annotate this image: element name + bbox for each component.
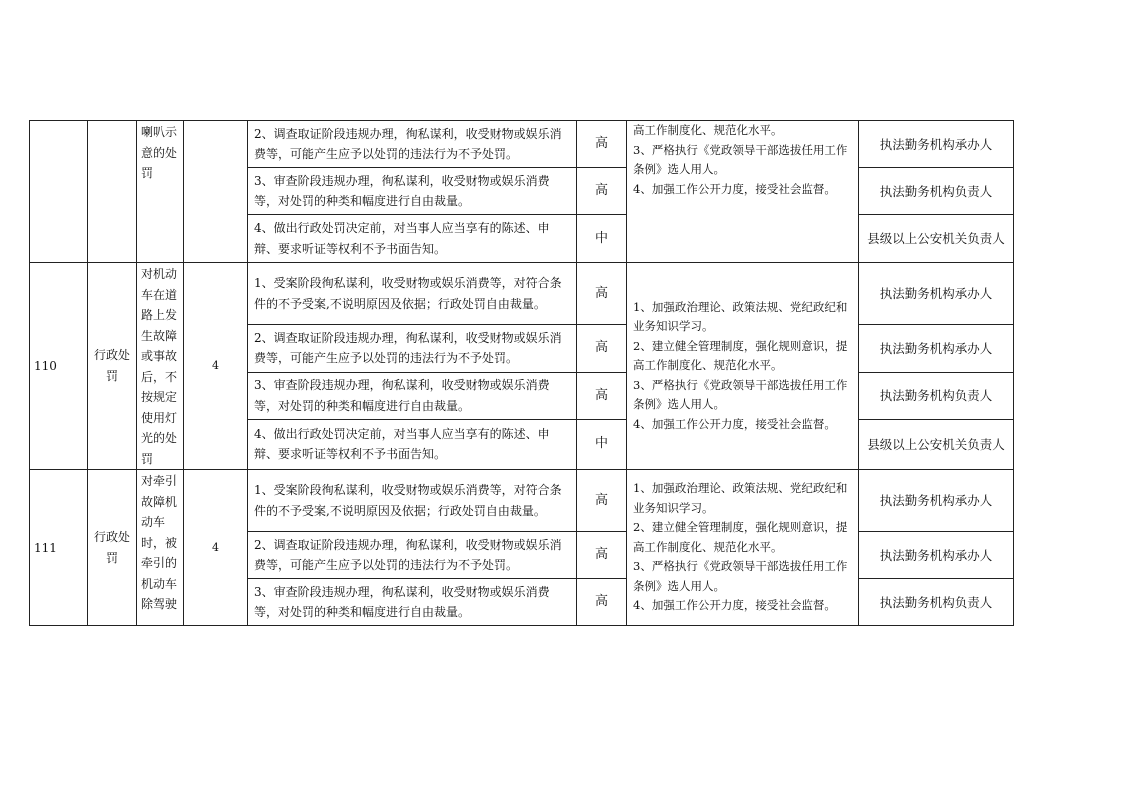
- prevention-measures-cell: [627, 121, 859, 263]
- prevention-measures-text: 1、加强政治理论、政策法规、党纪政纪和业务知识学习。 2、建立健全管理制度，强化规则意识，提高工作制度化、规范化水平。 3、严格执行《党政领导干部选拔任用工作条例》选人用人。 4、加强工作公开力度，接受社会监督。: [633, 299, 848, 431]
- prevention-measures-text: 1、加强政治理论、政策法规、党纪政纪和业务知识学习。 2、建立健全管理制度，强化规则意识，提高工作制度化、规范化水平。 3、严格执行《党政领导干部选拔任用工作条例》选人用人。 4、加强工作公开力度，接受社会监督。: [633, 481, 848, 613]
- risk-point-cell: 3、审查阶段违规办理，徇私谋利，收受财物或娱乐消费等，对处罚的种类和幅度进行自由裁量。: [248, 579, 577, 626]
- risk-point-cell: 2、调查取证阶段违规办理，徇私谋利，收受财物或娱乐消费等，可能产生应予以处罚的违法行为不予处罚。: [248, 325, 577, 372]
- prevention-measures-cell: [627, 263, 859, 470]
- risk-point-cell: 2、调查取证阶段违规办理，徇私谋利，收受财物或娱乐消费等，可能产生应予以处罚的违法行为不予处罚。: [248, 121, 577, 168]
- responsible-person-cell: 执法勤务机构承办人: [859, 325, 1014, 372]
- power-risk-table: [29, 120, 1014, 626]
- item-number-cell: 110: [30, 263, 88, 470]
- responsible-person-cell: 执法勤务机构负责人: [859, 579, 1014, 626]
- responsible-person-cell: 执法勤务机构负责人: [859, 372, 1014, 419]
- responsible-person-cell: 县级以上公安机关负责人: [859, 215, 1014, 263]
- responsible-person-cell: 执法勤务机构承办人: [859, 470, 1014, 532]
- risk-level-cell: 高: [577, 372, 627, 419]
- prevention-measures-text: 高工作制度化、规范化水平。 3、严格执行《党政领导干部选拔任用工作条例》选人用人。 4、加强工作公开力度，接受社会监督。: [633, 123, 848, 196]
- risk-point-cell: 3、审查阶段违规办理，徇私谋利，收受财物或娱乐消费等，对处罚的种类和幅度进行自由裁量。: [248, 372, 577, 419]
- item-name-text: 喇叭示意的处罚: [141, 125, 178, 180]
- risk-count-cell: [184, 121, 248, 263]
- responsible-person-cell: 县级以上公安机关负责人: [859, 419, 1014, 469]
- risk-point-cell: 4、做出行政处罚决定前，对当事人应当享有的陈述、申辩、要求听证等权利不予书面告知。: [248, 419, 577, 469]
- item-number-cell: [30, 121, 88, 263]
- responsible-person-cell: 执法勤务机构承办人: [859, 121, 1014, 168]
- item-name-cell: [137, 470, 184, 626]
- risk-point-cell: 4、做出行政处罚决定前，对当事人应当享有的陈述、申辩、要求听证等权利不予书面告知。: [248, 215, 577, 263]
- risk-point-cell: 1、受案阶段徇私谋利，收受财物或娱乐消费等，对符合条件的不予受案,不说明原因及依据；行政处罚自由裁量。: [248, 263, 577, 325]
- risk-level-cell: 高: [577, 121, 627, 168]
- risk-point-cell: 1、受案阶段徇私谋利，收受财物或娱乐消费等，对符合条件的不予受案,不说明原因及依据；行政处罚自由裁量。: [248, 470, 577, 532]
- item-name-text: 对牵引故障机动车时，被牵引的机动车除驾驶: [141, 474, 178, 611]
- responsible-person-cell: 执法勤务机构负责人: [859, 168, 1014, 215]
- risk-level-cell: 高: [577, 168, 627, 215]
- risk-level-cell: 高: [577, 532, 627, 579]
- risk-level-cell: 高: [577, 470, 627, 532]
- responsible-person-cell: 执法勤务机构承办人: [859, 263, 1014, 325]
- risk-point-cell: 3、审查阶段违规办理，徇私谋利，收受财物或娱乐消费等，对处罚的种类和幅度进行自由裁量。: [248, 168, 577, 215]
- risk-level-cell: 高: [577, 325, 627, 372]
- risk-level-cell: 中: [577, 419, 627, 469]
- item-name-cell: [137, 121, 184, 263]
- risk-level-cell: 高: [577, 263, 627, 325]
- risk-level-cell: 高: [577, 579, 627, 626]
- responsible-person-cell: 执法勤务机构承办人: [859, 532, 1014, 579]
- risk-count-cell: 4: [184, 470, 248, 626]
- risk-count-cell: 4: [184, 263, 248, 470]
- prevention-measures-cell: [627, 470, 859, 626]
- risk-point-cell: 2、调查取证阶段违规办理，徇私谋利，收受财物或娱乐消费等，可能产生应予以处罚的违法行为不予处罚。: [248, 532, 577, 579]
- item-name-text: 对机动车在道路上发生故障或事故后，不按规定使用灯光的处罚: [141, 267, 178, 466]
- category-cell: 行政处罚: [88, 470, 137, 626]
- item-name-cell: [137, 263, 184, 470]
- category-cell: 行政处罚: [88, 263, 137, 470]
- category-cell: [88, 121, 137, 263]
- item-number-cell: 111: [30, 470, 88, 626]
- risk-level-cell: 中: [577, 215, 627, 263]
